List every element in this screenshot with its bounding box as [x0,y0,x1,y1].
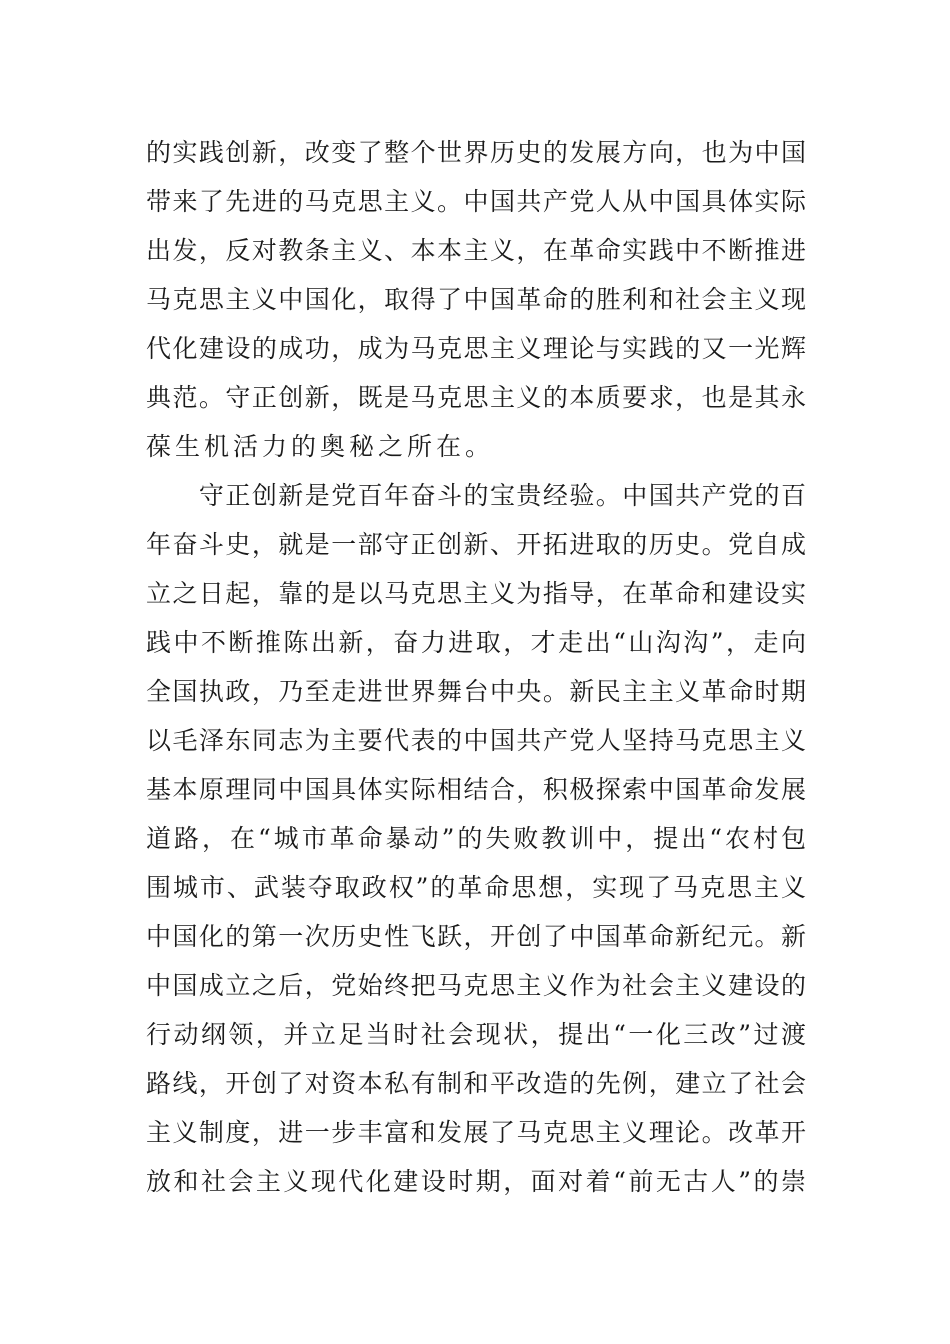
paragraph-start-line: 守正创新是党百年奋斗的宝贵经验。中国共产党的百 [146,481,806,510]
text-line: 放和社会主义现代化建设时期，面对着“前无古人”的崇 [146,1167,806,1196]
text-line: 立之日起，靠的是以马克思主义为指导，在革命和建设实 [146,579,806,608]
text-line: 中国化的第一次历史性飞跃，开创了中国革命新纪元。新 [146,922,806,951]
text-line: 路线，开创了对资本私有制和平改造的先例，建立了社会 [146,1069,806,1098]
text-line: 行动纲领，并立足当时社会现状，提出“一化三改”过渡 [146,1020,806,1049]
text-line: 道路，在“城市革命暴动”的失败教训中，提出“农村包 [146,824,806,853]
text-line: 全国执政，乃至走进世界舞台中央。新民主主义革命时期 [146,677,806,706]
text-line: 中国成立之后，党始终把马克思主义作为社会主义建设的 [146,971,806,1000]
text-line: 基本原理同中国具体实际相结合，积极探索中国革命发展 [146,775,806,804]
text-line: 典范。守正创新，既是马克思主义的本质要求，也是其永 [146,383,806,412]
text-line: 以毛泽东同志为主要代表的中国共产党人坚持马克思主义 [146,726,806,755]
text-line: 带来了先进的马克思主义。中国共产党人从中国具体实际 [146,187,806,216]
text-line: 出发，反对教条主义、本本主义，在革命实践中不断推进 [146,236,806,265]
text-line: 主义制度，进一步丰富和发展了马克思主义理论。改革开 [146,1118,806,1147]
text-line: 葆生机活力的奥秘之所在。 [146,432,495,461]
text-line: 代化建设的成功，成为马克思主义理论与实践的又一光辉 [146,334,806,363]
text-line: 围城市、武装夺取政权”的革命思想，实现了马克思主义 [146,873,806,902]
text-line: 的实践创新，改变了整个世界历史的发展方向，也为中国 [146,138,806,167]
text-line: 年奋斗史，就是一部守正创新、开拓进取的历史。党自成 [146,530,806,559]
text-line: 马克思主义中国化，取得了中国革命的胜利和社会主义现 [146,285,806,314]
text-line: 践中不断推陈出新，奋力进取，才走出“山沟沟”，走向 [146,628,806,657]
